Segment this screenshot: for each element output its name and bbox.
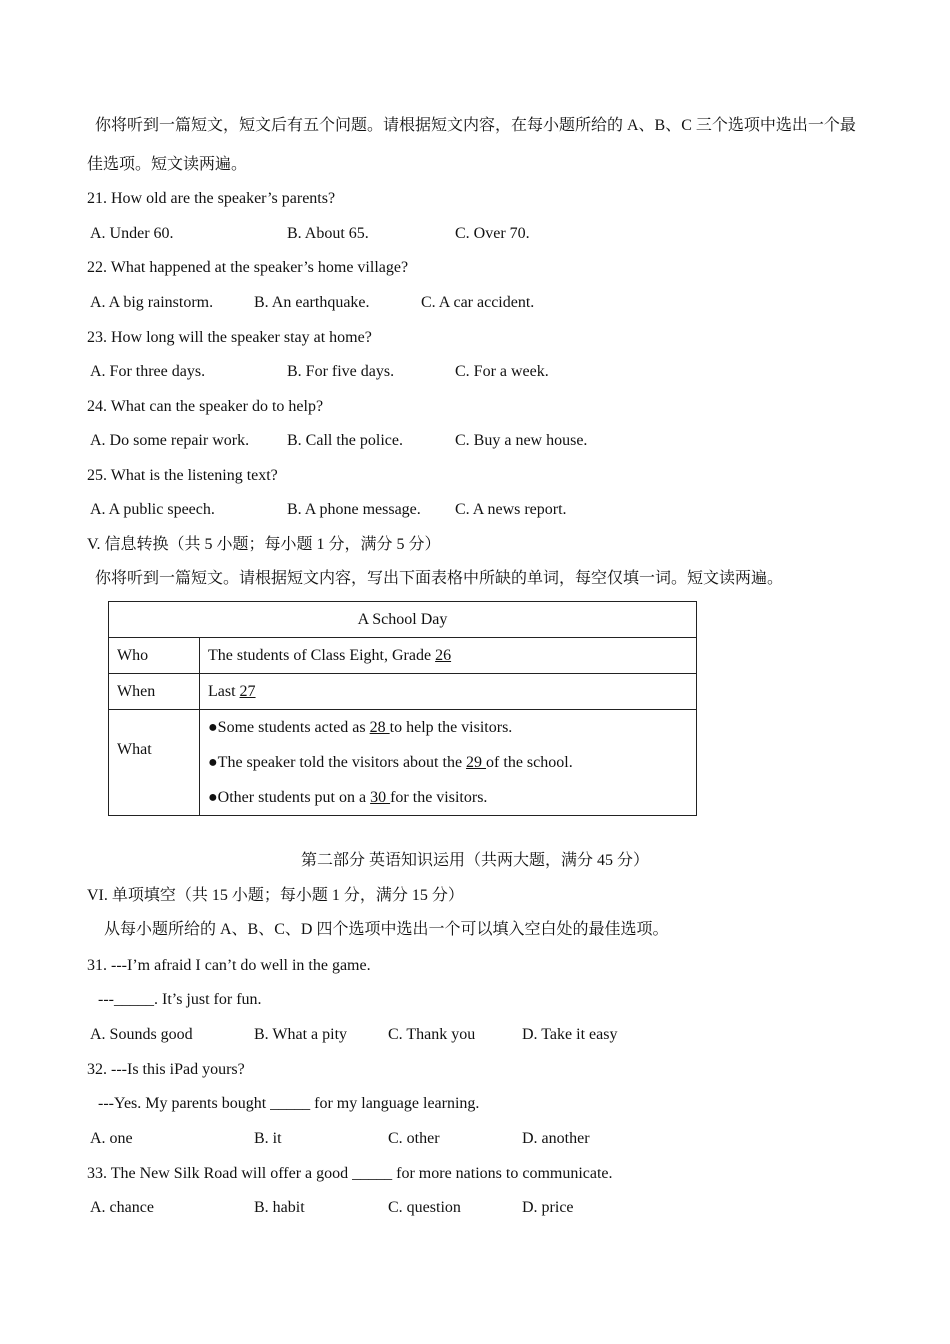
- what-item-3: [208, 780, 688, 815]
- q32-option-b[interactable]: B. it: [254, 1130, 282, 1147]
- q31-option-d[interactable]: D. Take it easy: [522, 1026, 618, 1043]
- what-item-3-pre: ●Other students put on a: [208, 789, 371, 806]
- who-text: The students of Class Eight, Grade: [208, 646, 436, 664]
- when-text: Last: [208, 682, 240, 700]
- who-label: Who: [109, 638, 200, 674]
- q21-option-c[interactable]: C. Over 70.: [455, 225, 530, 242]
- when-label: When: [109, 674, 200, 710]
- q25-option-a[interactable]: A. A public speech.: [90, 501, 215, 518]
- q25-option-b[interactable]: B. A phone message.: [287, 501, 421, 518]
- section-5-heading: V. 信息转换（共 5 小题；每小题 1 分，满分 5 分）: [87, 536, 441, 553]
- section-6-heading: VI. 单项填空（共 15 小题；每小题 1 分，满分 15 分）: [87, 887, 464, 904]
- q24-option-b[interactable]: B. Call the police.: [287, 432, 403, 449]
- question-33: 33. The New Silk Road will offer a good _____ for more nations to communicate.: [87, 1165, 613, 1182]
- q33-option-b[interactable]: B. habit: [254, 1199, 305, 1216]
- intro-line-2: 佳选项。短文读两遍。: [87, 156, 248, 173]
- what-item-1-post: to help the visitors.: [389, 719, 513, 736]
- q21-option-a[interactable]: A. Under 60.: [90, 225, 174, 242]
- question-22: 22. What happened at the speaker’s home village?: [87, 259, 409, 276]
- part-2-heading: 第二部分 英语知识运用（共两大题，满分 45 分）: [300, 852, 649, 869]
- section-6-instruction: 从每小题所给的 A、B、C、D 四个选项中选出一个可以填入空白处的最佳选项。: [104, 921, 669, 938]
- when-cell: [200, 674, 697, 710]
- question-31-line-2: ---_____. It’s just for fun.: [98, 991, 262, 1008]
- blank-28[interactable]: 28: [369, 719, 390, 736]
- blank-27[interactable]: 27: [239, 682, 256, 700]
- q32-option-a[interactable]: A. one: [90, 1130, 133, 1147]
- q25-option-c[interactable]: C. A news report.: [455, 501, 567, 518]
- who-cell: [200, 638, 697, 674]
- q31-option-a[interactable]: A. Sounds good: [90, 1026, 193, 1043]
- question-31: 31. ---I’m afraid I can’t do well in the game.: [87, 957, 371, 974]
- q32-option-d[interactable]: D. another: [522, 1130, 590, 1147]
- q23-option-a[interactable]: A. For three days.: [90, 363, 206, 380]
- what-item-2: [208, 745, 688, 780]
- what-item-2-pre: ●The speaker told the visitors about the: [208, 754, 467, 771]
- table-title: A School Day: [109, 602, 697, 638]
- q24-option-c[interactable]: C. Buy a new house.: [455, 432, 588, 449]
- question-32-line-2: ---Yes. My parents bought _____ for my language learning.: [98, 1095, 480, 1112]
- q33-option-d[interactable]: D. price: [522, 1199, 574, 1216]
- q22-option-c[interactable]: C. A car accident.: [421, 294, 535, 311]
- q24-option-a[interactable]: A. Do some repair work.: [90, 432, 250, 449]
- q22-option-b[interactable]: B. An earthquake.: [254, 294, 370, 311]
- q23-option-b[interactable]: B. For five days.: [287, 363, 395, 380]
- what-item-1: [208, 710, 688, 745]
- section-5-instruction: 你将听到一篇短文。请根据短文内容，写出下面表格中所缺的单词，每空仅填一词。短文读两遍。: [95, 570, 784, 587]
- blank-26[interactable]: 26: [435, 646, 452, 664]
- q33-option-a[interactable]: A. chance: [90, 1199, 154, 1216]
- q21-option-b[interactable]: B. About 65.: [287, 225, 369, 242]
- q31-option-b[interactable]: B. What a pity: [254, 1026, 348, 1043]
- blank-29[interactable]: 29: [466, 754, 487, 771]
- info-table: [108, 601, 697, 816]
- q31-option-c[interactable]: C. Thank you: [388, 1026, 476, 1043]
- question-32: 32. ---Is this iPad yours?: [87, 1061, 245, 1078]
- what-item-1-pre: ●Some students acted as: [208, 719, 370, 736]
- what-item-3-post: for the visitors.: [390, 789, 488, 806]
- what-label: What: [109, 710, 200, 816]
- q22-option-a[interactable]: A. A big rainstorm.: [90, 294, 214, 311]
- blank-30[interactable]: 30: [370, 789, 391, 806]
- intro-line-1: 你将听到一篇短文，短文后有五个问题。请根据短文内容，在每小题所给的 A、B、C 三个选项中选出一个最: [95, 117, 856, 134]
- question-24: 24. What can the speaker do to help?: [87, 398, 324, 415]
- q32-option-c[interactable]: C. other: [388, 1130, 440, 1147]
- q23-option-c[interactable]: C. For a week.: [455, 363, 549, 380]
- question-21: 21. How old are the speaker’s parents?: [87, 190, 336, 207]
- question-23: 23. How long will the speaker stay at home?: [87, 329, 372, 346]
- what-item-2-post: of the school.: [486, 754, 573, 771]
- q33-option-c[interactable]: C. question: [388, 1199, 461, 1216]
- question-25: 25. What is the listening text?: [87, 467, 278, 484]
- what-cell: [200, 710, 697, 816]
